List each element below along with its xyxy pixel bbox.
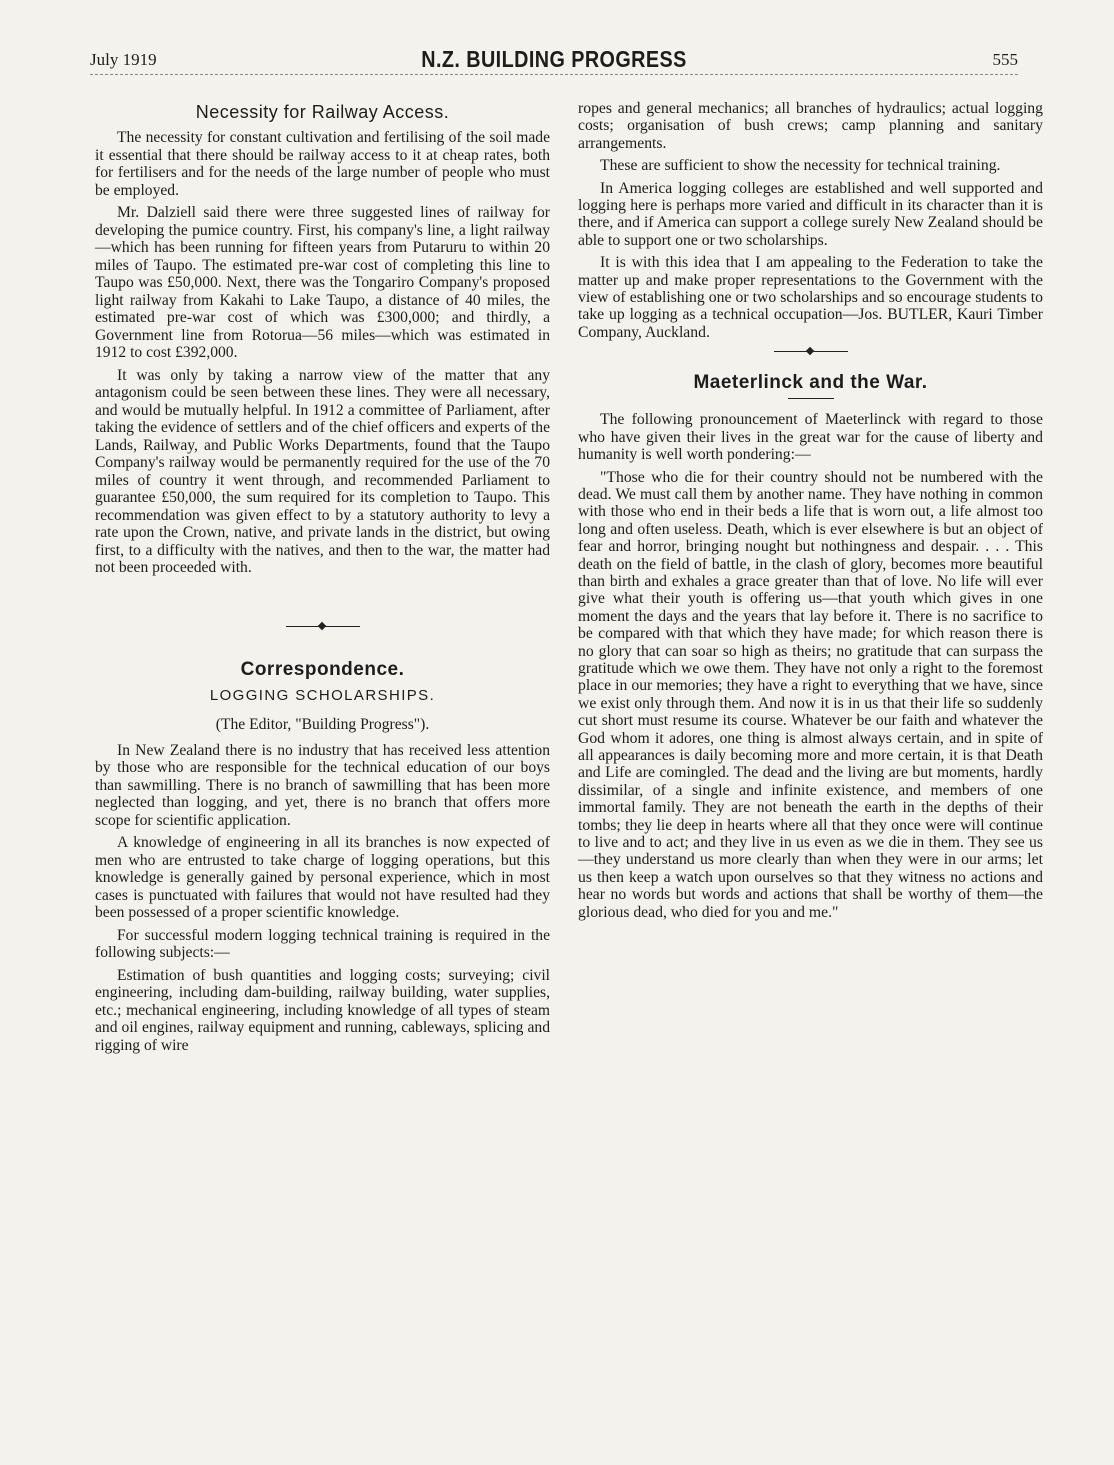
section-divider — [774, 346, 848, 358]
title-underline — [788, 398, 834, 399]
maeterlinck-paragraph: The following pronouncement of Maeterlinck with regard to those who have given their lives in the great war for the cause of liberty and humanity is well worth pondering:— — [578, 411, 1043, 464]
logging-continued-paragraph: ropes and general mechanics; all branches of hydraulics; actual logging costs; organisation of bush crews; camp planning and sanitary arrangements. — [578, 100, 1043, 152]
logging-continued-paragraph: In America logging colleges are established and well supported and logging here is perhaps more varied and difficult in its character than it is there, and if America can support a college surely New Zealand should be able to support one or two scholarships. — [578, 179, 1043, 249]
logging-continued-paragraph: These are sufficient to show the necessity for technical training. — [600, 157, 1001, 175]
railway-paragraph: Mr. Dalziell said there were three suggested lines of railway for developing the pumice country. First, his company's line, a light railway—which has been running for fifteen years from Putaruru to within 20 miles of Taupo. The estimated pre-war cost of completing this line to Taupo was £50,000. Next, there was the Tongariro Company's proposed light railway from Kakahi to Lake Taupo, a distance of 40 miles, the estimated pre-war cost of which was £300,000; and thirdly, a Government line from Rotorua—56 miles—which was estimated in 1912 to cost £392,000. — [95, 204, 550, 361]
railway-paragraph: It was only by taking a narrow view of the matter that any antagonism could be seen between these lines. They were all necessary, and would be mutually helpful. In 1912 a committee of Parliament, after taking the evidence of settlers and of the chief officers and experts of the Lands, Railway, and Public Works Departments, found that the Taupo Company's railway would be permanently required for the use of the 70 miles of country it went through, and recommended Parliament to guarantee £50,000, the sum required for its completion to Taupo. This recommendation was given effect to by a statutory authority to levy a rate upon the Crown, native, and private lands in the district, but owing first, to a difficulty with the natives, and then to the war, the matter had not been proceeded with. — [95, 366, 550, 576]
issue-date: July 1919 — [90, 50, 157, 69]
journal-title: N.Z. BUILDING PROGRESS — [421, 46, 687, 72]
railway-section-title: Necessity for Railway Access. — [195, 102, 450, 122]
maeterlinck-title: Maeterlinck and the War. — [693, 372, 928, 394]
logging-continued-paragraph: It is with this idea that I am appealing to the Federation to take the matter up and make proper representations to the Government with the view of establishing one or two scholarships and so encourage students to take up logging as a technical occupation—Jos. BUTLER, Kauri Timber Company, Auckland. — [578, 254, 1043, 341]
logging-paragraph: A knowledge of engineering in all its branches is now expected of men who are entrusted to take charge of logging operations, but this knowledge is generally gained by personal experience, which in most cases is punctuated with failures that would not have resulted had they been possessed of a proper scientific knowledge. — [95, 834, 550, 921]
logging-paragraph: Estimation of bush quantities and logging costs; surveying; civil engineering, including dam-building, railway building, water supplies, etc.; mechanical engineering, including knowledge of all types of steam and oil engines, railway equipment and running, cableways, splicing and rigging of wire — [95, 966, 550, 1054]
logging-paragraph: In New Zealand there is no industry that has received less attention by those who are responsible for the technical education of our boys than sawmilling. There is no branch of sawmilling that has been more neglected than logging, and yet, there is no branch that offers more scope for scientific application. — [95, 741, 550, 829]
maeterlinck-quote: "Those who die for their country should not be numbered with the dead. We must call them by another name. They have nothing in common with those who end in their beds a life that is worn out, a life almost too long and often useless. Death, which is ever elsewhere is but an object of fear and horror, bringing nought but nothingness and despair. . . . This death on the field of battle, in the clash of glory, becomes more beautiful than birth and exhales a grace greater than that of love. No life will ever give what their youth is offering us—that youth which gives in one moment the days and the years that lay before it. There is no sacrifice to be compared with that which they have made; for which reason there is no glory that can soar so high as theirs; no gratitude that can surpass the gratitude which we owe them. They have not only a right to the foremost place in our memories; they have a right to everything that we have, since we exist only through them. And now it is in us that their life so suddenly cut short must resume its course. Whatever be our faith and whatever the God whom it adores, one thing is almost always certain, and in spite of all appearances is daily becoming more and more certain, it is that Death and Life are comingled. The dead and the living are but moments, hardly dissimilar, of a single and infinite existence, and members of one immortal family. They are not beneath the earth in the depths of their tombs; they lie deep in hearts where all that they once were will continue to live and to act; and they live in us even as we die in them. They see us—they understand us more clearly than when they were in our arms; let us then keep a watch upon ourselves so that they witness no actions and hear no words but words and actions that shall be worthy of them—the glorious dead, who died for you and me." — [578, 468, 1043, 921]
left-column — [95, 96, 550, 1059]
correspondence-title: Correspondence. — [240, 658, 405, 680]
right-column — [578, 100, 1043, 926]
page-number: 555 — [992, 50, 1018, 69]
railway-paragraph: The necessity for constant cultivation and fertilising of the soil made it essential that there should be railway access to it at cheap rates, both for fertilisers and for the needs of the large number of people who must be employed. — [95, 129, 550, 199]
editor-address-line: (The Editor, "Building Progress"). — [215, 715, 430, 733]
page-header — [90, 48, 1018, 75]
logging-scholarships-heading: LOGGING SCHOLARSHIPS. — [209, 686, 436, 704]
section-divider — [286, 621, 360, 633]
logging-paragraph: For successful modern logging technical training is required in the following subjects:— — [95, 926, 550, 961]
